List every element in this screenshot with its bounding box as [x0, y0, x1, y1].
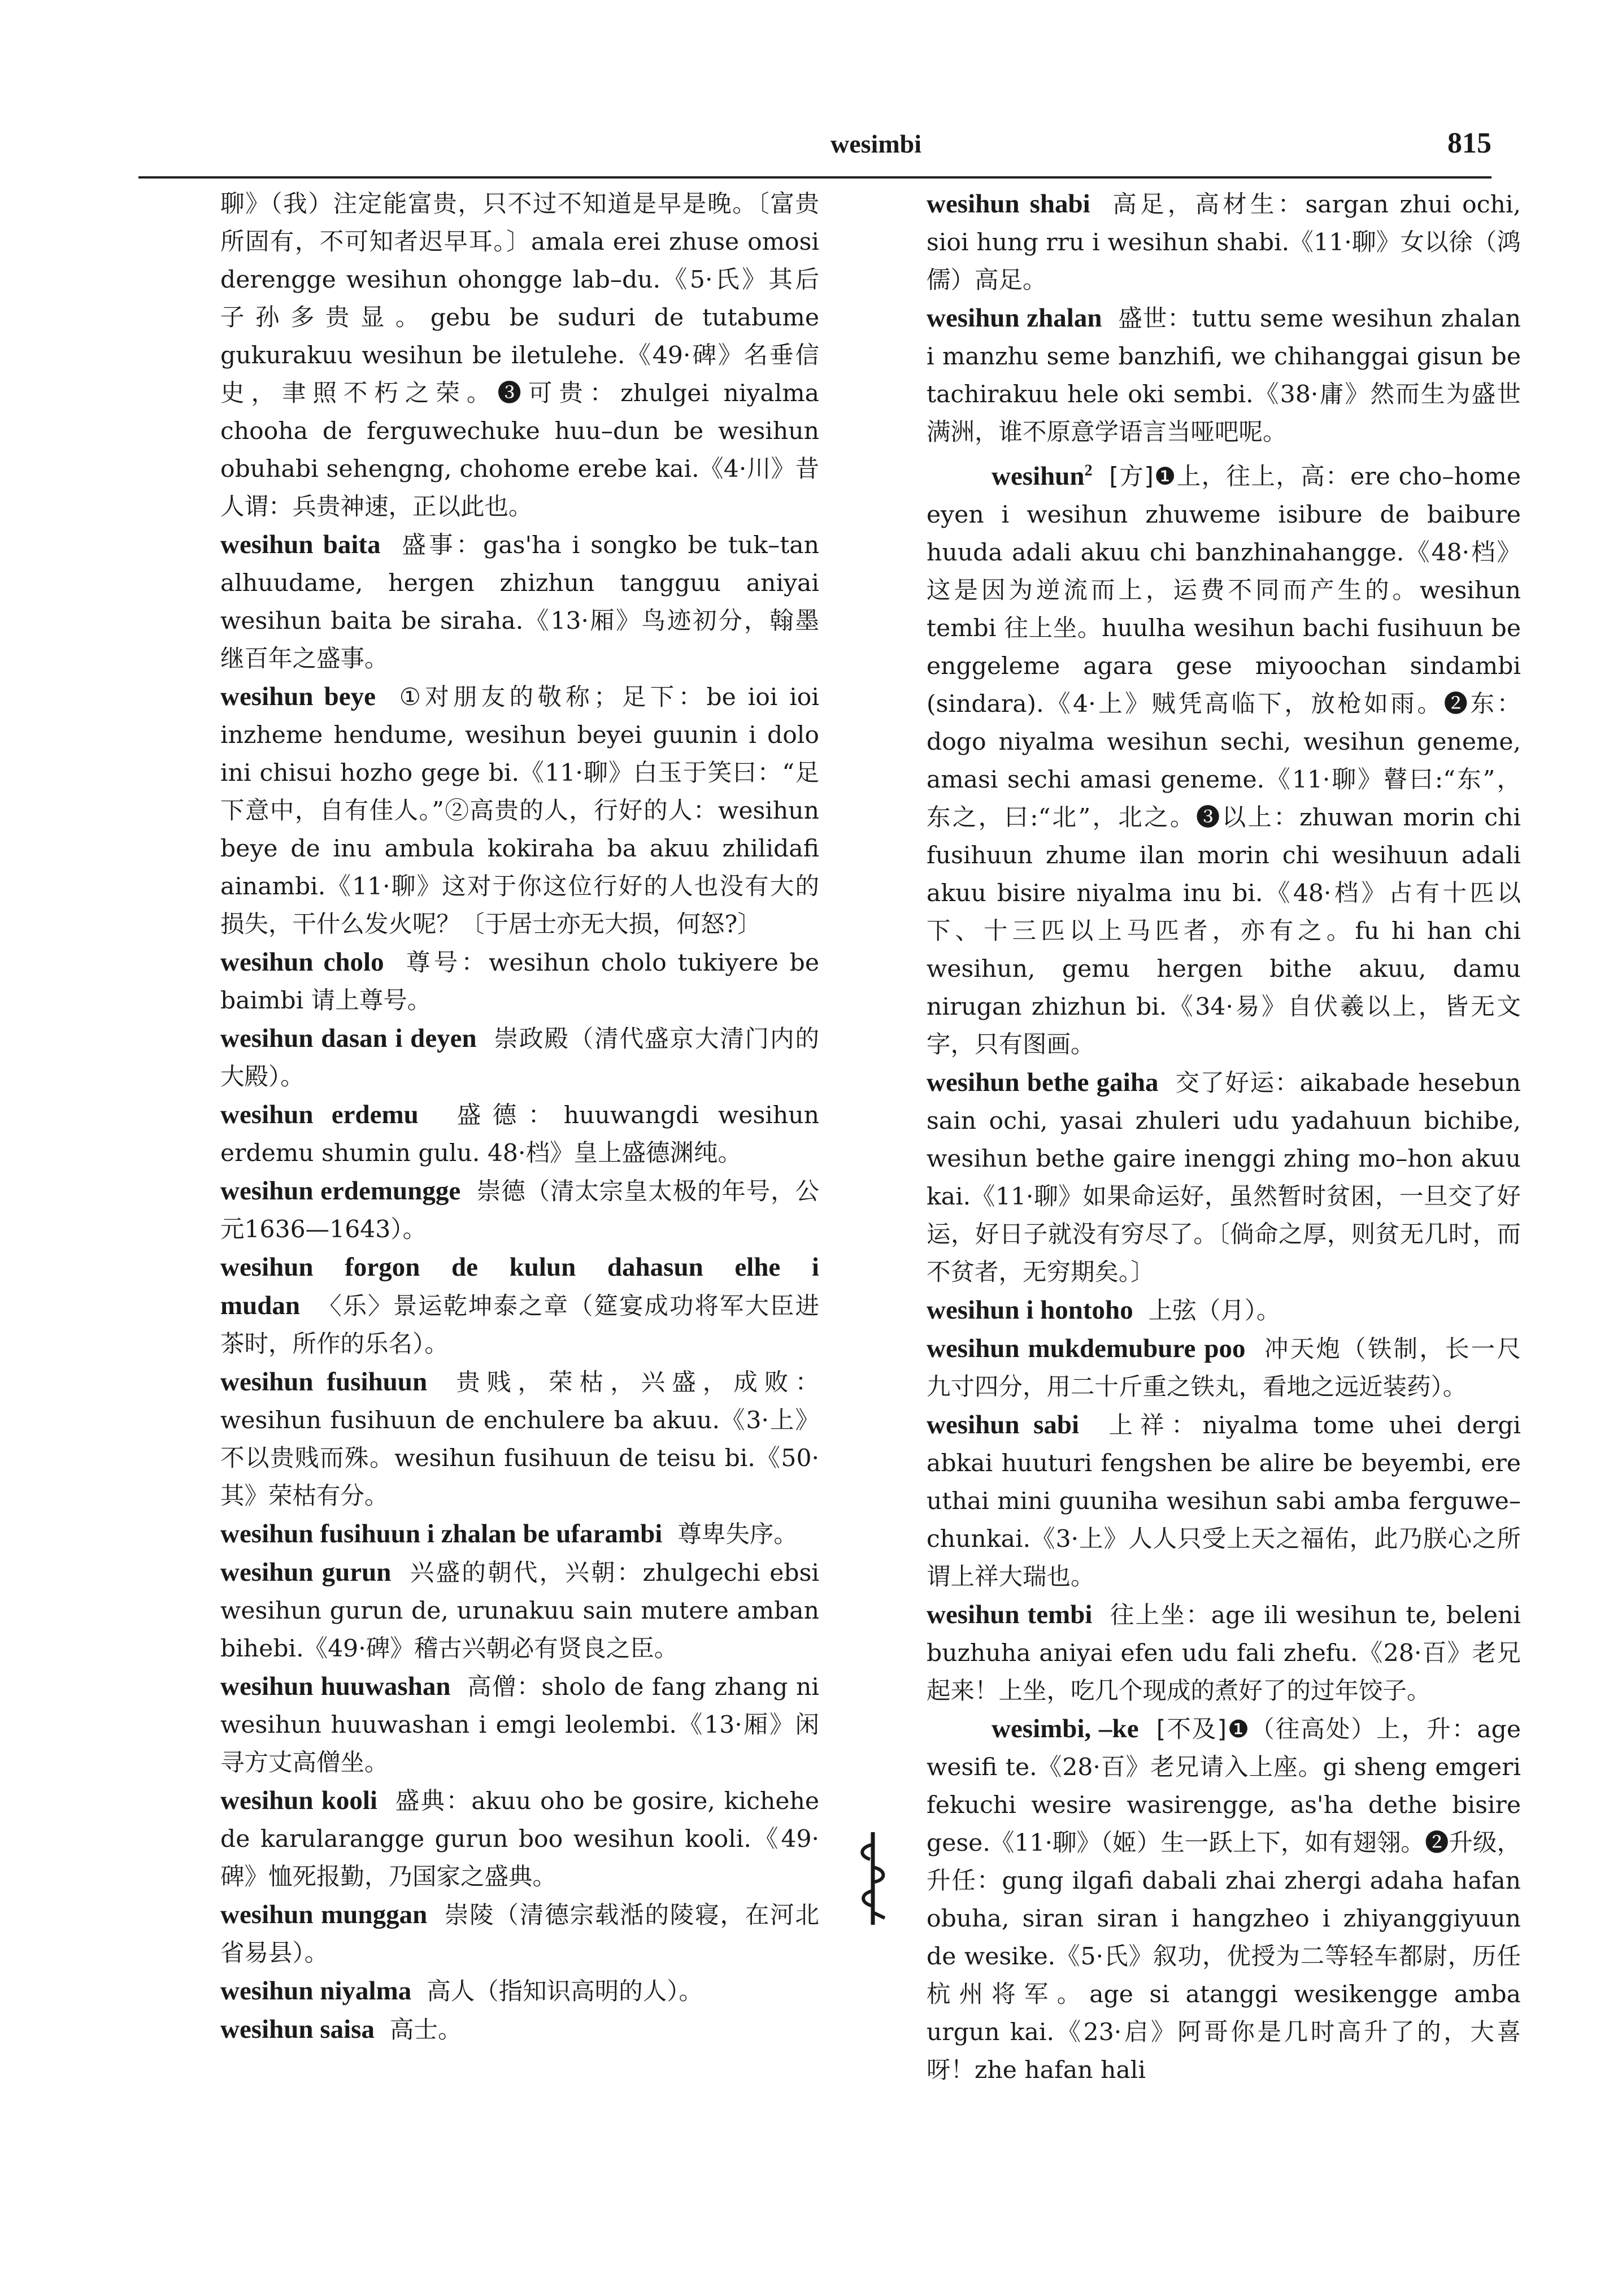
dictionary-entry — [220, 1782, 819, 1896]
manchu-script-seal — [853, 1828, 893, 1929]
headword: wesihun dasan i deyen — [220, 1024, 477, 1053]
grammar-label: [不及]❶ — [1156, 1715, 1251, 1743]
entry-text: 聊》（我）注定能富贵，只不过不知道是早是晚。〔富贵所固有，不可知者迟早耳。〕amala erei zhuse omosi derengge wesihun ohongge lab–du.《5·氏》其后子孙多贵显。gebu be suduri de tutabume gukurakuu wesihun be iletulehe.《49·碑》名垂信史，聿照不朽之荣。❸可贵：zhulgei niyalma chooha de ferguwechuke huu–dun be wesihun obuhabi sehengng, chohome erebe kai.《4·川》昔人谓：兵贵神速，正以此也。 — [220, 190, 819, 521]
dictionary-entry — [220, 2011, 819, 2049]
entry-text: 往上坐：age ili wesihun te, beleni buzhuha aniyai efen udu fali zhefu.《28·百》老兄起来！上坐，吃几个现成的煮好了的过年饺子。 — [927, 1601, 1521, 1705]
headword: wesihun gurun — [220, 1558, 392, 1587]
dictionary-entry — [927, 1330, 1521, 1406]
headword: wesihun niyalma — [220, 1976, 412, 2006]
entry-text: 高人（指知识高明的人）。 — [427, 1978, 703, 2006]
headword-text: wesihun — [992, 461, 1085, 491]
entry-text: 冲天炮（铁制，长一尺九寸四分，用二十斤重之铁丸，看地之远近装药）。 — [927, 1335, 1521, 1401]
headword: wesihun shabi — [927, 189, 1090, 219]
dictionary-entry — [220, 1020, 819, 1096]
dictionary-entry — [927, 1596, 1521, 1710]
headword: wesihun zhalan — [927, 303, 1102, 333]
entry-text: 尊号：wesihun cholo tukiyere be baimbi 请上尊号。 — [220, 949, 819, 1015]
headword: wesimbi, –ke — [992, 1714, 1139, 1743]
entry-text: 高士。 — [390, 2016, 462, 2044]
entry-text: 高僧：sholo de fang zhang ni wesihun huuwashan i emgi leolembi.《13·厢》闲寻方丈高僧坐。 — [220, 1673, 819, 1777]
entry-text: ①对朋友的敬称；足下：be ioi ioi inzheme hendume, wesihun beyei guunin i dolo ini chisui hozho gege bi.《11·聊》白玉于笑曰：“足下意中，自有佳人。”②高贵的人，行好的人：wesihun beye de inu ambula kokiraha ba akuu zhilidafi ainambi.《11·聊》这对于你这位行好的人也没有大的损失，干什么发火呢？〔于居士亦无大损，何怒?〕 — [220, 684, 819, 938]
headword: wesihun beye — [220, 682, 376, 711]
page-number: 815 — [1447, 127, 1491, 159]
dictionary-entry — [220, 678, 819, 943]
headword: wesihun baita — [220, 530, 381, 559]
dictionary-entry — [927, 1710, 1521, 2089]
headword: wesihun fusihuun i zhalan be ufarambi — [220, 1519, 663, 1549]
headword: wesihun fusihuun — [220, 1367, 428, 1397]
left-column — [220, 185, 819, 2197]
dictionary-entry — [927, 185, 1521, 299]
entry-text: 上祥：niyalma tome uhei dergi abkai huuturi fengshen be alire be beyembi, ere uthai mini guuniha wesihun sabi amba ferguwe–chunkai.《3·上》人人只受上天之福佑，此乃朕心之所谓上祥大瑞也。 — [927, 1411, 1521, 1591]
dictionary-entry — [220, 1363, 819, 1515]
headword: wesihun mukdemubure poo — [927, 1333, 1246, 1363]
entry-text: 崇德（清太宗皇太极的年号，公元1636—1643）。 — [220, 1178, 819, 1243]
dictionary-entry — [927, 1406, 1521, 1596]
entry-text: （往高处）上，升：age wesifi te.《28·百》老兄请入上座。gi sheng emgeri fekuchi wesire wasirengge, as'ha dethe bisire gese.《11·聊》（姬）生一跃上下，如有翅翎。❷升级，升任：gung ilgafi dabali zhai zhergi adaha hafan obuha, siran siran i hangzheo i zhiyanggiyuun de wesike.《5·氏》叙功，优授为二等轻车都尉，历任杭州将军。age si atanggi wesikengge amba urgun kai.《23·启》阿哥你是几时高升了的，大喜呀！zhe hafan hali — [927, 1715, 1521, 2084]
headword: wesihun saisa — [220, 2015, 375, 2044]
dictionary-entry — [220, 1896, 819, 1972]
dictionary-entry — [220, 943, 819, 1020]
dictionary-entry — [220, 185, 819, 526]
homonym-number: 2 — [1084, 462, 1093, 479]
grammar-label: [方]❶ — [1109, 463, 1177, 491]
headword: wesihun sabi — [927, 1410, 1080, 1440]
dictionary-entry — [927, 1292, 1521, 1330]
headword: wesihun bethe gaiha — [927, 1067, 1159, 1097]
right-column — [927, 185, 1521, 2197]
headword: wesihun erdemungge — [220, 1176, 461, 1206]
entry-text: 上，往上，高：ere cho–home eyen i wesihun zhuweme isibure de baibure huuda adali akuu chi banzhinahangge.《48·档》这是因为逆流而上，运费不同而产生的。wesihun tembi 往上坐。huulha wesihun bachi fusihuun be enggeleme agara gese miyoochan sindambi (sindara).《4·上》贼凭高临下，放枪如雨。❷东：dogo niyalma wesihun sechi, wesihun geneme, amasi sechi amasi geneme.《11·聊》瞽曰:“东”，东之，曰:“北”，北之。❸以上：zhuwan morin chi fusihuun zhume ilan morin chi wesihuun adali akuu bisire niyalma inu bi.《48·档》占有十匹以下、十三匹以上马匹者，亦有之。fu hi han chi wesihun, gemu hergen bithe akuu, damu nirugan zhizhun bi.《34·易》自伏羲以上，皆无文字，只有图画。 — [927, 463, 1521, 1059]
headword: wesihun cholo — [220, 947, 384, 977]
headword: wesihun munggan — [220, 1900, 428, 1929]
dictionary-entry — [220, 1096, 819, 1172]
headword: wesihun tembi — [927, 1599, 1093, 1629]
entry-text: 尊卑失序。 — [677, 1521, 798, 1549]
entry-text: 高足，高材生：sargan zhui ochi, sioi hung rru i wesihun shabi.《11·聊》女以徐（鸿儒）高足。 — [927, 191, 1521, 294]
entry-text: 交了好运：aikabade hesebun sain ochi, yasai zhuleri udu yadahuun bichibe, wesihun bethe gaire inenggi zhing mo–hon akuu kai.《11·聊》如果命运好，虽然暂时贫困，一旦交了好运，好日子就没有穷尽了。〔倘命之厚，则贫无几时，而不贫者，无穷期矣。〕 — [927, 1069, 1521, 1286]
entry-text: 盛德：huuwangdi wesihun erdemu shumin gulu. 48·档》皇上盛德渊纯。 — [220, 1102, 819, 1167]
dictionary-entry — [927, 299, 1521, 451]
dictionary-entry — [220, 526, 819, 678]
entry-text: 上弦（月）。 — [1148, 1297, 1281, 1325]
entry-text: 崇陵（清德宗载湉的陵寝，在河北省易县）。 — [220, 1902, 819, 1967]
running-head: wesimbi — [830, 129, 921, 158]
entry-text: 〈乐〉景运乾坤泰之章（筵宴成功将军大臣进茶时，所作的乐名）。 — [220, 1293, 819, 1358]
page-header — [141, 123, 1491, 174]
dictionary-entry — [927, 451, 1521, 1064]
headword — [992, 462, 1093, 491]
dictionary-entry — [220, 1515, 819, 1554]
entry-text: 兴盛的朝代，兴朝：zhulgechi ebsi wesihun gurun de, urunakuu sain mutere amban bihebi.《49·碑》稽古兴朝必有贤良之臣。 — [220, 1559, 819, 1663]
entry-text: 盛事：gas'ha i songko be tuk–tan alhuudame, hergen zhizhun tangguu aniyai wesihun baita be siraha.《13·厢》鸟迹初分，翰墨继百年之盛事。 — [220, 532, 819, 673]
dictionary-entry — [220, 1554, 819, 1668]
dictionary-entry — [927, 1064, 1521, 1292]
headword: wesihun huuwashan — [220, 1672, 451, 1701]
dictionary-entry — [220, 1668, 819, 1782]
headword: wesihun i hontoho — [927, 1295, 1133, 1325]
entry-text: 崇政殿（清代盛京大清门内的大殿）。 — [220, 1025, 819, 1091]
headword: wesihun forgon de kulun dahasun elhe i mudan — [220, 1253, 819, 1320]
entry-text: 盛世：tuttu seme wesihun zhalan i manzhu seme banzhifi, we chihanggai gisun be tachirakuu hele oki sembi.《38·庸》然而生为盛世满洲，谁不原意学语言当哑吧呢。 — [927, 305, 1521, 446]
headword: wesihun erdemu — [220, 1100, 419, 1129]
headword: wesihun kooli — [220, 1786, 377, 1815]
header-rule — [138, 176, 1491, 179]
entry-text: 盛典：akuu oho be gosire, kichehe de karularangge gurun boo wesihun kooli.《49·碑》恤死报勤，乃国家之盛典。 — [220, 1788, 819, 1891]
dictionary-entry — [220, 1172, 819, 1249]
entry-text: 贵贱，荣枯，兴盛，成败：wesihun fusihuun de enchulere ba akuu.《3·上》不以贵贱而殊。wesihun fusihuun de teisu bi.《50·其》荣枯有分。 — [220, 1369, 819, 1510]
dictionary-entry — [220, 1249, 819, 1363]
dictionary-entry — [220, 1972, 819, 2011]
